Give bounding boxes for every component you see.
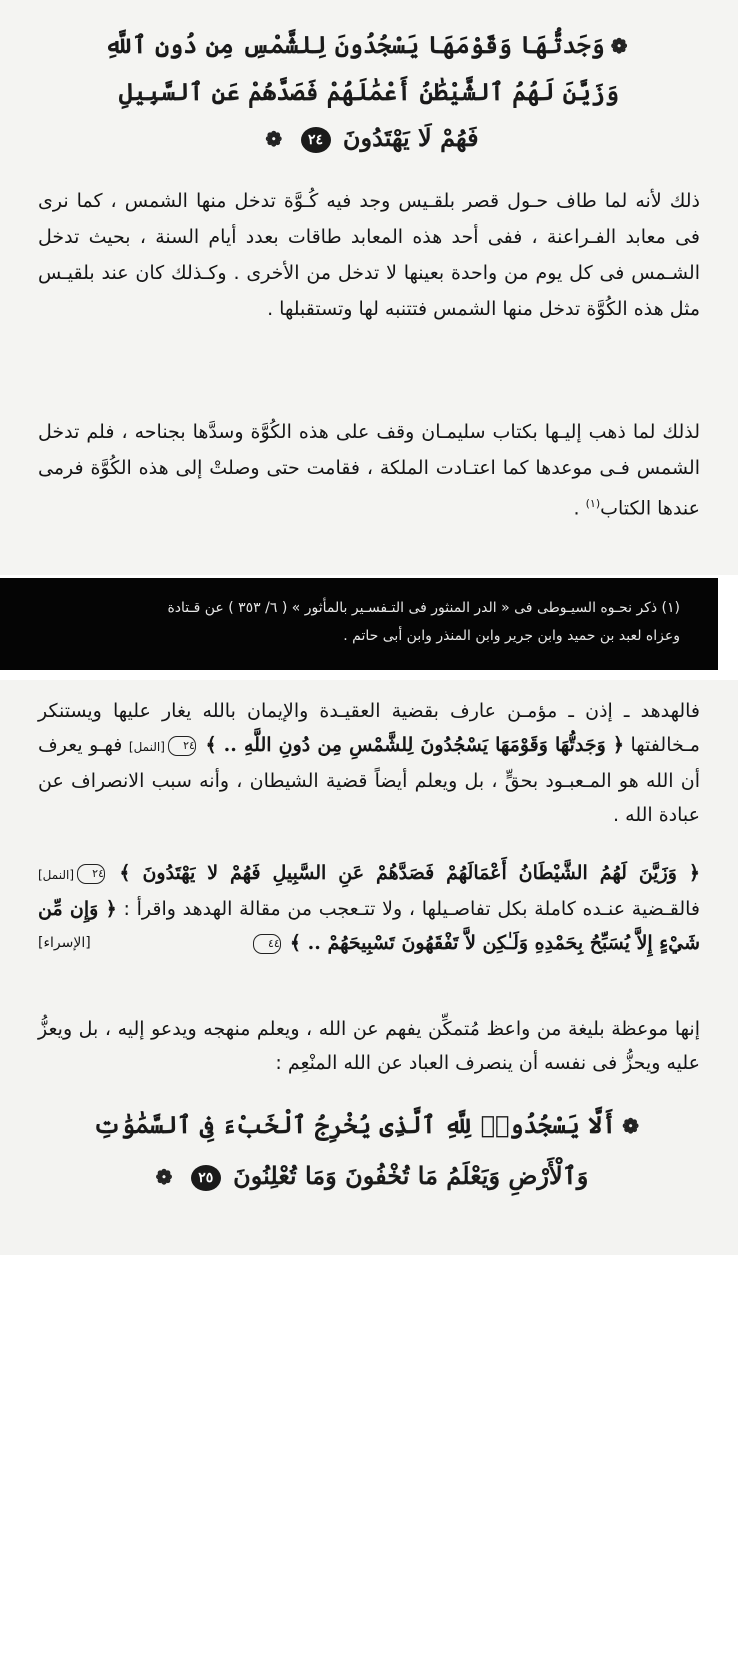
commentary-paragraph-2: لذلك لما ذهب إليـها بكتاب سليمـان وقف على هذه الكُوَّة وسدَّها بجناحه ، فلم تدخل الشمس فـى موعدها كما اعتـادت الملكة ، فقامت حتى وصلتْ إلى هذه الكُوَّة فرمى عندها الكتاب$^{(١)}$ . bbox=[38, 421, 700, 520]
footnote-marker: (١) bbox=[585, 497, 601, 510]
verse-number-small: ٢٤ bbox=[77, 864, 105, 884]
scan-page-bottom bbox=[0, 680, 738, 1255]
quran-verse-24 bbox=[30, 22, 708, 162]
verse-line-1: ❁وَجَدتُّهَا وَقَوْمَهَا يَسْجُدُونَ لِلشَّمْسِ مِن دُونِ ٱللَّهِ bbox=[30, 22, 708, 69]
commentary-paragraph-5: إنها موعظة بليغة من واعظ مُتمكِّن يفهم عن الله ، ويعلم منهجه ويدعو إليه ، بل ويعزُّ عليه ويحزُّ فى نفسه أن ينصرف العباد عن الله المنْعِم : bbox=[38, 1018, 700, 1074]
verse-number-small: ٤٤ bbox=[253, 934, 281, 954]
verse-line-2: وَٱلْأَرْضِ وَيَعْلَمُ مَا تُخْفُونَ وَمَا تُعْلِنُونَ ٢٥ ❁ bbox=[30, 1151, 708, 1202]
footnote-bar bbox=[0, 578, 718, 670]
flower-ornament-icon: ❁ bbox=[155, 1165, 173, 1189]
flower-ornament-icon: ❁ bbox=[265, 127, 283, 151]
quran-verse-25 bbox=[30, 1100, 708, 1202]
verse-number-badge: ٢٥ bbox=[191, 1165, 221, 1191]
commentary-paragraph-3: فالهدهد ـ إذن ـ مؤمـن عارف بقضية العقيـدة والإيمان بالله يغار عليها ويستنكر مـخالفتها ﴿ وَجَدتُّهَا وَقَوْمَهَا يَسْجُدُونَ لِلشَّمْسِ مِن دُونِ اللَّهِ .. ﴾ ٢٤[النمل] فهـو يعرف أن الله هو المـعبـود بحقٍّ ، بل ويعلم أيضاً قضية الشيطان ، وأنه سبب الانصراف عن عبادة الله . bbox=[38, 700, 700, 826]
flower-ornament-icon: ❁ bbox=[610, 34, 628, 58]
footnote-line-2: وعزاه لعبد بن حميد وابن جرير وابن المنذر وابن أبى حاتم . bbox=[343, 628, 680, 644]
verse-line-1: ❁أَلَّا يَسْجُدُوا۟ لِلَّهِ ٱلَّذِى يُخْرِجُ ٱلْخَبْءَ فِى ٱلسَّمَٰوَٰتِ bbox=[30, 1100, 708, 1151]
verse-line-3: فَهُمْ لَا يَهْتَدُونَ ٢٤ ❁ bbox=[30, 115, 708, 162]
inline-quran-quote: ﴿ وَجَدتُّهَا وَقَوْمَهَا يَسْجُدُونَ لِلشَّمْسِ مِن دُونِ اللَّهِ .. ﴾ bbox=[205, 734, 624, 756]
surah-ref: [النمل] bbox=[38, 868, 74, 882]
verse-line-2: وَزَيَّنَ لَهُمُ ٱلشَّيْطَٰنُ أَعْمَٰلَهُمْ فَصَدَّهُمْ عَنِ ٱلسَّبِيلِ bbox=[118, 77, 620, 106]
surah-ref: [الإسراء] bbox=[38, 935, 91, 951]
surah-ref: [النمل] bbox=[128, 740, 165, 754]
scan-page-top bbox=[0, 0, 738, 575]
inline-quran-quote: ﴿ وَزَيَّنَ لَهُمُ الشَّيْطَانُ أَعْمَالَهُمْ فَصَدَّهُمْ عَنِ السَّبِيلِ فَهُمْ لا يَهْتَدُونَ ﴾ bbox=[119, 862, 700, 884]
verse-number-small: ٢٤ bbox=[168, 736, 196, 756]
footnote-line-1: (١) ذكر نحـوه السيـوطى فى « الدر المنثور فى التـفسـير بالمأثور » ( ٦/ ٣٥٣ ) عن قـتادة bbox=[167, 600, 680, 616]
flower-ornament-icon: ❁ bbox=[622, 1114, 639, 1138]
commentary-paragraph-4: ﴿ وَزَيَّنَ لَهُمُ الشَّيْطَانُ أَعْمَالَهُمْ فَصَدَّهُمْ عَنِ السَّبِيلِ فَهُمْ لا يَهْتَدُونَ ﴾ ٢٤[النمل] فالقـضية عنـده كاملة بكل تفاصـيلها ، ولا تتـعجب من مقالة الهدهد واقرأ : ﴿ وَإِن مِّن شَيْءٍ إِلاَّ يُسَبِّحُ بِحَمْدِهِ وَلَـٰكِن لاَّ تَفْقَهُونَ تَسْبِيحَهُمْ .. ﴾ ٤٤ [الإسراء] bbox=[38, 856, 700, 960]
inline-quran-quote: ﴿ وَإِن مِّن شَيْءٍ إِلاَّ يُسَبِّحُ بِحَمْدِهِ وَلَـٰكِن لاَّ تَفْقَهُونَ تَسْبِيحَهُمْ .. ﴾ bbox=[38, 898, 700, 954]
verse-number-badge: ٢٤ bbox=[301, 127, 331, 153]
commentary-paragraph-1: ذلك لأنه لما طاف حـول قصر بلقـيس وجد فيه كُـوَّة تدخل منها الشمس ، كما نرى فى معابد الفـراعنة ، ففى أحد هذه المعابد طاقات بعدد أيام السنة ، بحيث تدخل الشـمس فى كل يوم من واحدة بعينها لا تدخل من الأخرى . وكـذلك كان عند بلقيـس مثل هذه الكُوَّة تدخل منها الشمس فتتنبه لها وتستقبلها . bbox=[38, 190, 700, 320]
